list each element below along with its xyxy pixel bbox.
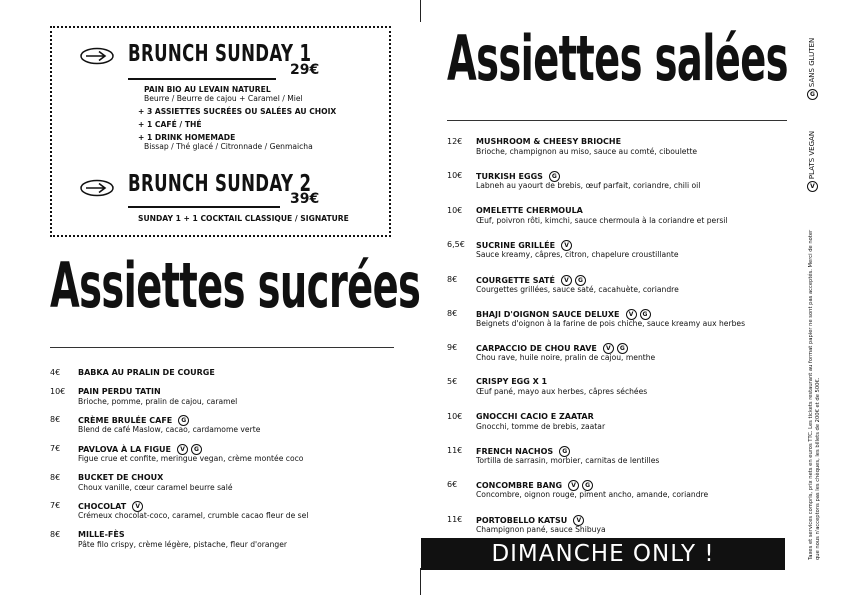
brunch-box — [50, 26, 391, 237]
brunch-1-line: PAIN BIO AU LEVAIN NATUREL Beurre / Beurre de cajou + Caramel / Miel — [144, 85, 303, 103]
item-price: 4€ — [50, 368, 61, 377]
item-price: 10€ — [447, 412, 463, 421]
item-description: Tortilla de sarrasin, morbier, carnitas de lentilles — [476, 456, 660, 465]
gluten-free-icon: G — [640, 309, 651, 320]
salees-divider — [447, 120, 787, 121]
item-name — [476, 137, 621, 146]
item-description: Brioche, champignon au miso, sauce au comté, ciboulette — [476, 147, 698, 156]
item-name-text: PAVLOVA À LA FIGUE — [78, 445, 172, 454]
item-name — [78, 368, 215, 377]
item-name-text: OMELETTE CHERMOULA — [476, 206, 583, 215]
item-price: 9€ — [447, 343, 458, 352]
item-description: Champignon pané, sauce Shibuya — [476, 525, 606, 534]
item-description: Gnocchi, tomme de brebis, zaatar — [476, 422, 606, 431]
item-description: Sauce kreamy, câpres, citron, chapelure croustillante — [476, 250, 679, 259]
item-description: Figue crue et confite, meringue vegan, crème montée coco — [78, 454, 304, 463]
brunch-2-line: SUNDAY 1 + 1 COCKTAIL CLASSIQUE / SIGNATURE — [138, 214, 349, 223]
item-name — [476, 377, 547, 386]
item-price: 7€ — [50, 444, 61, 453]
vegan-icon: V — [132, 501, 143, 512]
item-price: 10€ — [447, 171, 463, 180]
item-price: 6,5€ — [447, 240, 465, 249]
item-name-text: GNOCCHI CACIO E ZAATAR — [476, 412, 594, 421]
item-name-text: SUCRINE GRILLÉE — [476, 241, 556, 250]
item-description: Chou rave, huile noire, pralin de cajou, menthe — [476, 353, 656, 362]
item-description: Labneh au yaourt de brebis, œuf parfait, coriandre, chili oil — [476, 181, 701, 190]
brunch-1-line: + 3 ASSIETTES SUCRÉES OU SALÉES AU CHOIX — [138, 107, 337, 116]
item-name-text: BUCKET DE CHOUX — [78, 473, 164, 482]
item-description: Courgettes grillées, sauce saté, cacahuète, coriandre — [476, 285, 679, 294]
item-price: 8€ — [447, 275, 458, 284]
brunch-2-price: 39€ — [290, 191, 320, 207]
brunch-2-underline — [128, 206, 280, 208]
vegan-icon: V — [561, 275, 572, 286]
item-name — [476, 206, 583, 215]
item-name-text: CARPACCIO DE CHOU RAVE — [476, 344, 597, 353]
item-name-text: MILLE-FÈS — [78, 530, 125, 539]
item-price: 10€ — [447, 206, 463, 215]
salees-title: Assiettes salées — [447, 22, 788, 95]
gluten-free-icon: G — [807, 89, 818, 100]
gluten-free-icon: G — [575, 275, 586, 286]
item-price: 12€ — [447, 137, 463, 146]
item-description: Blend de café Maslow, cacao, cardamome verte — [78, 425, 261, 434]
brunch-1-price: 29€ — [290, 62, 320, 78]
item-price: 6€ — [447, 480, 458, 489]
item-price: 11€ — [447, 446, 463, 455]
arrow-icon — [79, 179, 115, 197]
sucrees-title: Assiettes sucrées — [50, 249, 421, 322]
vegan-icon: V — [626, 309, 637, 320]
arrow-icon — [79, 47, 115, 65]
item-name-text: PORTOBELLO KATSU — [476, 516, 568, 525]
gluten-free-icon: G — [617, 343, 628, 354]
item-name-text: TURKISH EGGS — [476, 172, 543, 181]
item-name-text: FRENCH NACHOS — [476, 447, 554, 456]
item-price: 5€ — [447, 377, 458, 386]
dimanche-only-banner: DIMANCHE ONLY ! — [421, 538, 785, 570]
brunch-2-title: BRUNCH SUNDAY 2 — [128, 171, 312, 197]
item-name-text: CRÈME BRULÉE CAFE — [78, 416, 173, 425]
item-description: Crémeux chocolat-coco, caramel, crumble cacao fleur de sel — [78, 511, 309, 520]
item-description: Pâte filo crispy, crème légère, pistache, fleur d'oranger — [78, 540, 287, 549]
item-description: Choux vanille, cœur caramel beurre salé — [78, 483, 233, 492]
item-name-text: CHOCOLAT — [78, 502, 127, 511]
gluten-free-icon: G — [549, 171, 560, 182]
item-name-text: COURGETTE SATÉ — [476, 276, 555, 285]
item-name-text: PAIN PERDU TATIN — [78, 387, 161, 396]
item-name — [78, 473, 163, 482]
vegan-icon: V — [177, 444, 188, 455]
item-description: Œuf, poivron rôti, kimchi, sauce chermoula à la coriandre et persil — [476, 216, 728, 225]
item-name-text: CRISPY EGG X 1 — [476, 377, 548, 386]
item-price: 10€ — [50, 387, 66, 396]
vegan-icon: V — [603, 343, 614, 354]
brunch-1-line: + 1 CAFÉ / THÉ — [138, 120, 202, 129]
brunch-1-title: BRUNCH SUNDAY 1 — [128, 41, 312, 67]
item-price: 7€ — [50, 501, 61, 510]
item-name-text: MUSHROOM & CHEESY BRIOCHE — [476, 137, 622, 146]
footer-note: Taxes et services compris, prix nets en euros TTC. Les tickets restaurant au format papier ne sont pas acceptés. Merci de noter que nous n'acceptons pas les chèques, les billets de 200€ et de 500€. — [808, 229, 821, 560]
gluten-free-icon: G — [582, 480, 593, 491]
item-price: 8€ — [447, 309, 458, 318]
vegan-icon: V — [568, 480, 579, 491]
brunch-1-line: + 1 DRINK HOMEMADE Bissap / Thé glacé / Citronnade / Genmaicha — [138, 133, 313, 151]
item-name-text: CONCOMBRE BANG — [476, 481, 563, 490]
gluten-free-icon: G — [178, 415, 189, 426]
item-price: 8€ — [50, 473, 61, 482]
item-name-text: BABKA AU PRALIN DE COURGE — [78, 368, 215, 377]
gluten-free-icon: G — [191, 444, 202, 455]
page-fold-line-bottom — [420, 568, 421, 595]
item-description: Brioche, pomme, pralin de cajou, caramel — [78, 397, 238, 406]
item-description: Œuf pané, mayo aux herbes, câpres séchées — [476, 387, 648, 396]
item-price: 11€ — [447, 515, 463, 524]
vegan-icon: V — [561, 240, 572, 251]
item-price: 8€ — [50, 415, 61, 424]
vegan-icon: V — [573, 515, 584, 526]
item-name — [78, 387, 161, 396]
gluten-free-icon: G — [559, 446, 570, 457]
brunch-1-underline — [128, 78, 276, 80]
item-description: Concombre, oignon rouge, piment ancho, amande, coriandre — [476, 490, 709, 499]
legend-sans-gluten: G SANS GLUTEN — [808, 37, 816, 98]
legend-vegan: V PLATS VEGAN — [808, 130, 816, 190]
item-price: 8€ — [50, 530, 61, 539]
sucrees-divider — [50, 347, 394, 348]
vegan-icon: V — [807, 181, 818, 192]
item-description: Beignets d'oignon à la farine de pois chiche, sauce kreamy aux herbes — [476, 319, 746, 328]
item-name-text: BHAJI D'OIGNON SAUCE DELUXE — [476, 310, 620, 319]
item-name — [78, 530, 125, 539]
page-fold-line-top — [420, 0, 421, 22]
item-name — [476, 412, 594, 421]
